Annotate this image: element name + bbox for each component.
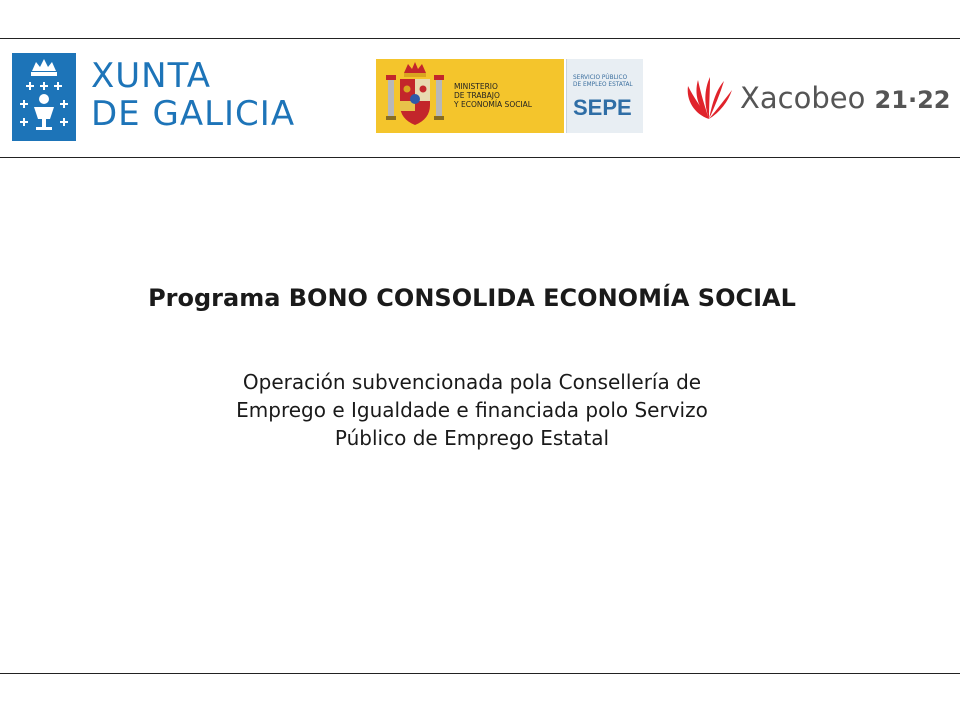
- program-description: [166, 368, 778, 452]
- xunta-logo-line2: DE GALICIA: [91, 94, 296, 134]
- xacobeo-year: 21·22: [874, 86, 951, 114]
- sepe-panel: [566, 59, 643, 133]
- spain-coat-of-arms-icon: [382, 59, 448, 133]
- description-line: Emprego e Igualdade e financiada polo Servizo: [236, 398, 708, 422]
- top-divider: [0, 38, 960, 39]
- program-title: Programa BONO CONSOLIDA ECONOMÍA SOCIAL: [148, 284, 796, 312]
- xacobeo-word: Xacobeo: [740, 81, 866, 115]
- footer-divider: [0, 673, 960, 674]
- xunta-logo-text: [91, 57, 295, 133]
- ministry-panel: [376, 59, 564, 133]
- xunta-logo-line1: XUNTA: [91, 56, 211, 96]
- description-line: Operación subvencionada pola Consellería de: [242, 370, 702, 394]
- galicia-coat-of-arms-icon: [12, 53, 76, 141]
- description-line: Público de Emprego Estatal: [334, 426, 610, 450]
- sepe-acronym: SEPE: [573, 95, 632, 120]
- scallop-shell-icon: [684, 74, 734, 122]
- ministry-name: MINISTERIO DE TRABAJO Y ECONOMÍA SOCIAL: [454, 82, 532, 109]
- ministerio-sepe-logo: [376, 59, 642, 133]
- header-divider: [0, 157, 960, 158]
- sepe-full-name: SERVICIO PÚBLICO DE EMPLEO ESTATAL: [573, 75, 633, 88]
- xacobeo-wordmark: [740, 82, 950, 116]
